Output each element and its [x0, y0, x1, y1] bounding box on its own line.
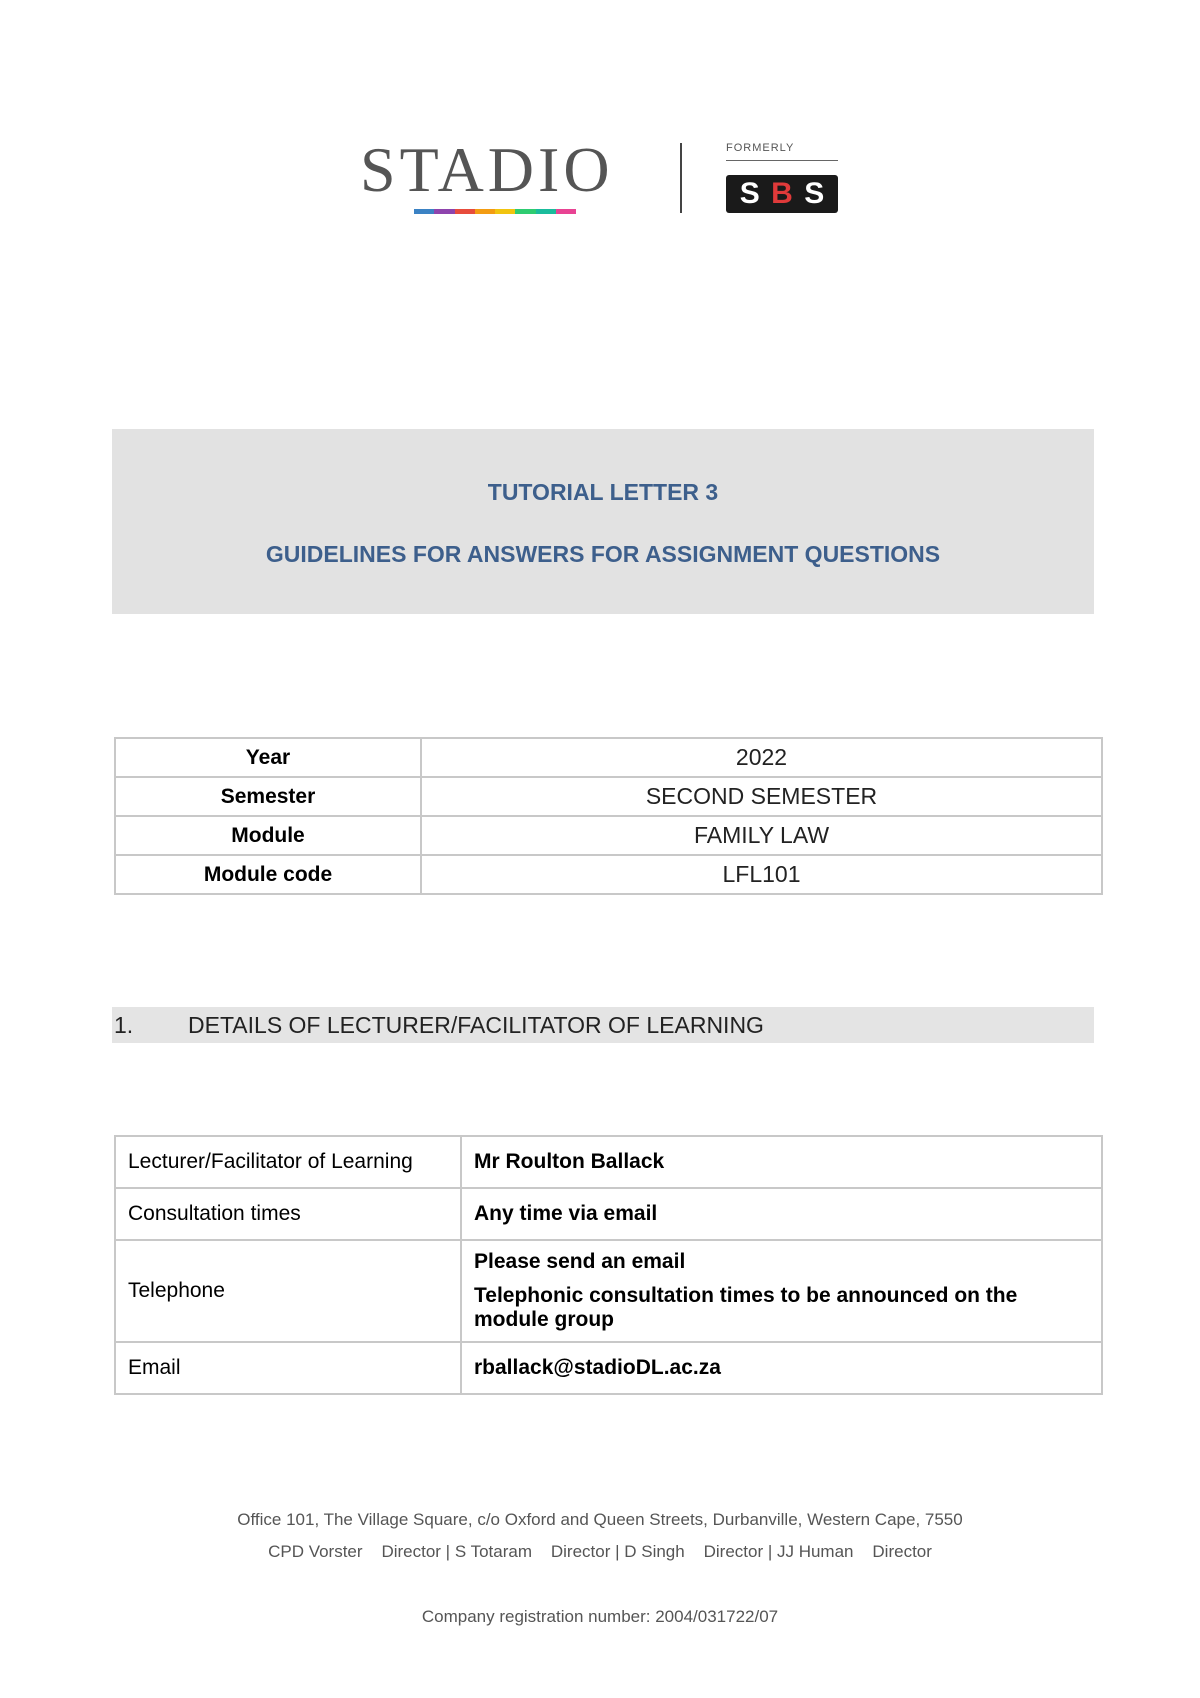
- semester-value: SECOND SEMESTER: [421, 777, 1102, 816]
- table-row: [115, 855, 1102, 894]
- module-code-value: LFL101: [421, 855, 1102, 894]
- semester-label: Semester: [115, 777, 421, 816]
- table-row: [115, 1240, 1102, 1342]
- section-number: 1.: [114, 1012, 134, 1038]
- color-bar-segment: [515, 209, 535, 214]
- color-bar-segment: [414, 209, 434, 214]
- module-value: FAMILY LAW: [421, 816, 1102, 855]
- telephone-line-1: Please send an email: [474, 1250, 686, 1273]
- table-row: [115, 777, 1102, 816]
- formerly-divider: [726, 160, 838, 161]
- table-row: [115, 738, 1102, 777]
- module-code-label: Module code: [115, 855, 421, 894]
- color-bar-segment: [536, 209, 556, 214]
- sbs-letter-b: B: [771, 177, 793, 210]
- title-banner: [112, 429, 1094, 614]
- sbs-letter-s2: S: [804, 177, 825, 210]
- stadio-logo: [360, 135, 840, 220]
- table-row: [115, 1188, 1102, 1240]
- telephone-line-2: Telephonic consultation times to be announced on the module group: [474, 1284, 1018, 1331]
- section-heading: [112, 1007, 1094, 1043]
- color-bar-segment: [556, 209, 576, 214]
- telephone-value: [461, 1240, 1102, 1342]
- stadio-color-bar: [414, 209, 576, 214]
- color-bar-segment: [495, 209, 515, 214]
- formerly-label: FORMERLY: [726, 142, 795, 154]
- table-row: [115, 1342, 1102, 1394]
- lecturer-value: Mr Roulton Ballack: [461, 1136, 1102, 1188]
- consultation-label: Consultation times: [115, 1188, 461, 1240]
- footer-directors: CPD Vorster Director | S Totaram Director | D Singh Director | JJ Human Director: [268, 1542, 932, 1561]
- email-value[interactable]: rballack@stadioDL.ac.za: [461, 1342, 1102, 1394]
- table-row: [115, 1136, 1102, 1188]
- consultation-value: Any time via email: [461, 1188, 1102, 1240]
- lecturer-details-table: [114, 1135, 1103, 1395]
- stadio-wordmark: STADIO: [360, 134, 614, 205]
- footer-address: Office 101, The Village Square, c/o Oxford and Queen Streets, Durbanville, Western Cape, 7550: [237, 1510, 963, 1529]
- sbs-logo: [726, 175, 838, 213]
- email-label: Email: [115, 1342, 461, 1394]
- year-label: Year: [115, 738, 421, 777]
- telephone-label: Telephone: [115, 1240, 461, 1342]
- lecturer-label: Lecturer/Facilitator of Learning: [115, 1136, 461, 1188]
- year-value: 2022: [421, 738, 1102, 777]
- module-label: Module: [115, 816, 421, 855]
- guidelines-subtitle: GUIDELINES FOR ANSWERS FOR ASSIGNMENT QUESTIONS: [265, 541, 941, 567]
- sbs-letter-s1: S: [739, 177, 760, 210]
- color-bar-segment: [434, 209, 454, 214]
- color-bar-segment: [455, 209, 475, 214]
- footer-registration: Company registration number: 2004/031722/07: [421, 1607, 779, 1626]
- tutorial-letter-title: TUTORIAL LETTER 3: [487, 479, 719, 505]
- logo-divider: [680, 143, 682, 213]
- module-info-table: [114, 737, 1103, 895]
- color-bar-segment: [475, 209, 495, 214]
- section-title: DETAILS OF LECTURER/FACILITATOR OF LEARNING: [188, 1012, 764, 1038]
- table-row: [115, 816, 1102, 855]
